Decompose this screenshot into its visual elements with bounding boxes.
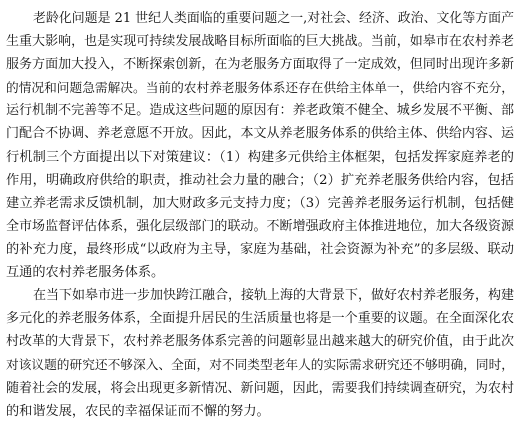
text-line: 服务方面加大投入，不断探索创新，在为老服务方面取得了一定成效，但同时出现许多新 xyxy=(6,57,514,73)
text-line: 老龄化问题是 21 世纪人类面临的重要问题之一,对社会、经济、政治、文化等方面产 xyxy=(33,11,514,26)
text-line: 的补充力度，最终形成“以政府为主导，家庭为基础，社会资源为补充”的多层级、联动 xyxy=(6,241,514,257)
text-line: 行机制三个方面提出以下对策建议：（1）构建多元供给主体框架，包括发挥家庭养老的 xyxy=(6,149,514,165)
text-line: 建立养老需求反馈机制，加大财政多元支持力度；（3）完善养老服务运行机制，包括健 xyxy=(6,195,514,211)
text-line: 全市场监督评估体系，强化层级部门的联动。不断增强政府主体推进地位，加大各级资源 xyxy=(6,218,514,234)
text-line: 村改革的大背景下，农村养老服务体系完善的问题彰显出越来越大的研究价值，由于此次 xyxy=(6,334,514,350)
text-line: 的和谐发展，农民的幸福保证而不懈的努力。 xyxy=(6,403,270,419)
text-line: 运行机制不完善等不足。造成这些问题的原因有：养老政策不健全、城乡发展不平衡、部 xyxy=(6,103,514,119)
text-line: 的情况和问题急需解决。当前的农村养老服务体系还存在供给主体单一，供给内容不充分， xyxy=(6,80,514,96)
text-line: 门配合不协调、养老意愿不开放。因此，本文从养老服务体系的供给主体、供给内容、运 xyxy=(6,126,514,142)
text-line: 随着社会的发展，将会出现更多新情况、新问题，因此，需要我们持续调查研究，为农村 xyxy=(6,380,514,396)
document-body xyxy=(6,7,514,423)
text-line: 作用，明确政府供给的职责，推动社会力量的融合；（2）扩充养老服务供给内容，包括 xyxy=(6,172,514,188)
paragraph-2 xyxy=(6,284,514,423)
text-line: 多元化的养老服务体系，全面提升居民的生活质量也将是一个重要的议题。在全面深化农 xyxy=(6,311,514,327)
text-line: 在当下如皋市进一步加快跨江融合，接轨上海的大背景下，做好农村养老服务，构建 xyxy=(33,288,514,304)
text-line: 生重大影响，也是实现可持续发展战略目标所面临的巨大挑战。当前，如皋市在农村养老 xyxy=(6,34,514,50)
paragraph-1 xyxy=(6,7,514,284)
text-line: 互通的农村养老服务体系。 xyxy=(6,265,165,281)
text-line: 对该议题的研究还不够深入、全面，对不同类型老年人的实际需求研究还不够明确，同时， xyxy=(6,357,514,373)
